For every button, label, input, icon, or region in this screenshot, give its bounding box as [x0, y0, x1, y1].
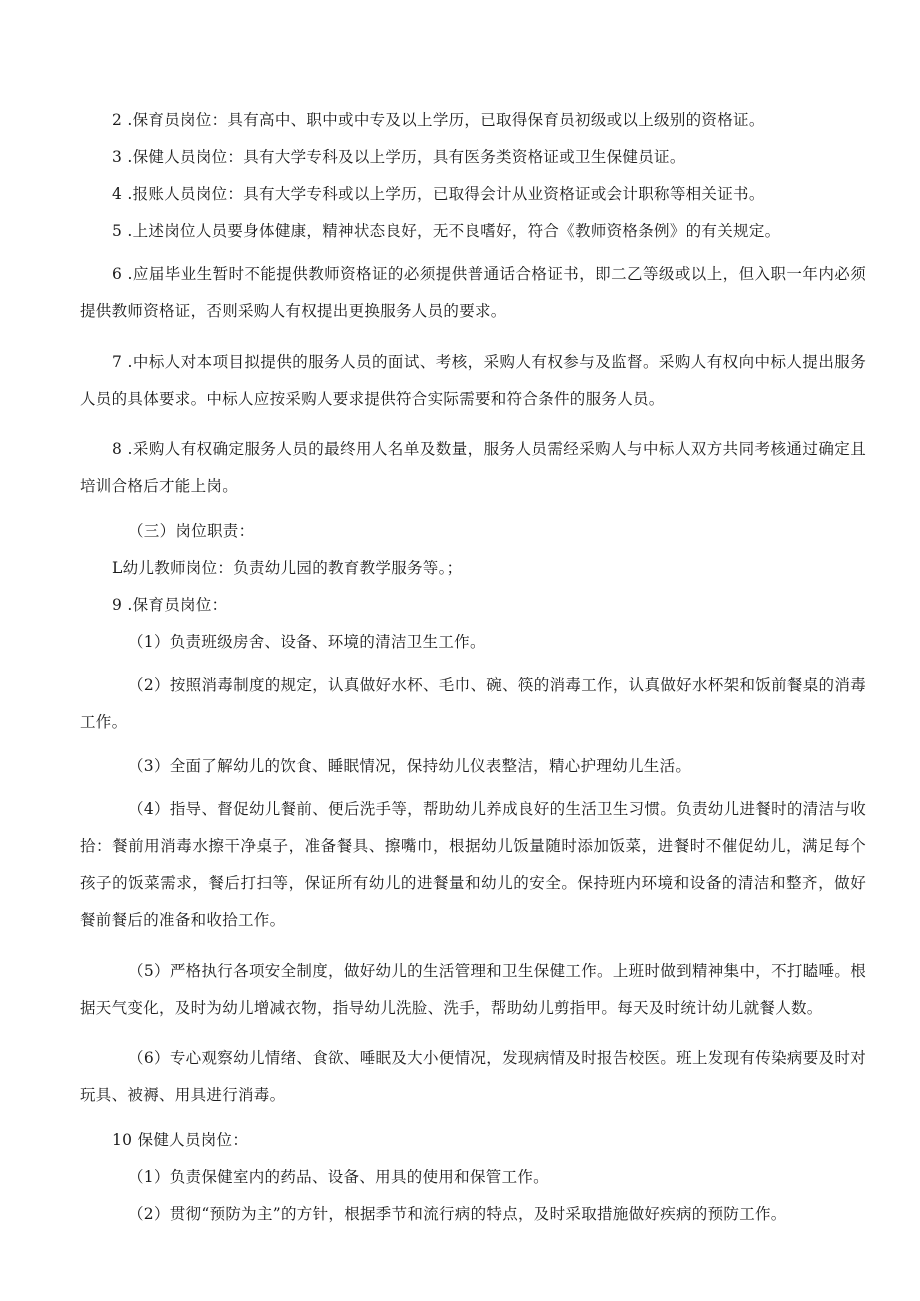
paragraph: 10 保健人员岗位： [112, 1130, 249, 1149]
paragraph: （6）专心观察幼儿情绪、食欲、唾眠及大小便情况，发现病情及时报告校医。班上发现有传染病要及时对玩具、被褥、用具进行消毒。 [80, 1049, 866, 1104]
paragraph: 3 .保健人员岗位：具有大学专科及以上学历，具有医务类资格证或卫生保健员证。 [112, 148, 686, 166]
paragraph: 6 .应届毕业生暂时不能提供教师资格证的必须提供普通话合格证书，即二乙等级或以上，但入职一年内必须提供教师资格证，否则采购人有权提出更换服务人员的要求。 [80, 265, 866, 320]
section-heading: （三）岗位职责： [128, 521, 255, 540]
paragraph: 8 .采购人有权确定服务人员的最终用人名单及数量，服务人员需经采购人与中标人双方共同考核通过确定且培训合格后才能上岗。 [80, 440, 866, 495]
paragraph: 2 .保育员岗位：具有高中、职中或中专及以上学历，已取得保育员初级或以上级别的资格证。 [112, 111, 765, 129]
paragraph: （1）负责保健室内的药品、设备、用具的使用和保管工作。 [128, 1167, 549, 1186]
paragraph: （2）按照消毒制度的规定，认真做好水杯、毛巾、碗、筷的消毒工作，认真做好水杯架和饭前餐桌的消毒工作。 [80, 675, 866, 731]
paragraph: 5 .上述岗位人员要身体健康，精神状态良好，无不良嗜好，符合《教师资格条例》的有关规定。 [112, 222, 781, 240]
paragraph: （3）全面了解幼儿的饮食、睡眠情况，保持幼儿仪表整洁，精心护理幼儿生活。 [128, 757, 692, 775]
paragraph: L幼儿教师岗位：负责幼儿园的教育教学服务等。； [112, 558, 463, 577]
paragraph: （1）负责班级房舍、设备、环境的清洁卫生工作。 [128, 632, 486, 651]
paragraph: 7 .中标人对本项目拟提供的服务人员的面试、考核，采购人有权参与及监督。采购人有权向中标人提出服务人员的具体要求。中标人应按采购人要求提供符合实际需要和符合条件的服务人员。 [80, 352, 866, 408]
paragraph: （4）指导、督促幼儿餐前、便后洗手等，帮助幼儿养成良好的生活卫生习惯。负责幼儿进餐时的清洁与收拾：餐前用消毒水擦干净桌子，准备餐具、擦嘴巾，根据幼儿饭量随时添加饭菜，进餐时不催促幼儿，满足每个孩子的饭菜需求，餐后打扫等，保证所有幼儿的进餐量和幼儿的安全。保持班内环境和设备的清洁和整齐，做好餐前餐后的准备和收拾工作。 [80, 800, 866, 929]
paragraph: 9 .保育员岗位： [112, 595, 228, 614]
paragraph: （2）贯彻“预防为主”的方针，根据季节和流行病的特点，及时采取措施做好疾病的预防工作。 [128, 1204, 787, 1223]
document-body [80, 108, 866, 1239]
paragraph: （5）严格执行各项安全制度，做好幼儿的生活管理和卫生保健工作。上班时做到精神集中，不打瞌唾。根据天气变化，及时为幼儿增减衣物，指导幼儿洗脸、洗手，帮助幼儿剪指甲。每天及时统计幼儿就餐人数。 [80, 961, 866, 1017]
paragraph: 4 .报账人员岗位：具有大学专科或以上学历，已取得会计从业资格证或会计职称等相关证书。 [112, 185, 765, 203]
